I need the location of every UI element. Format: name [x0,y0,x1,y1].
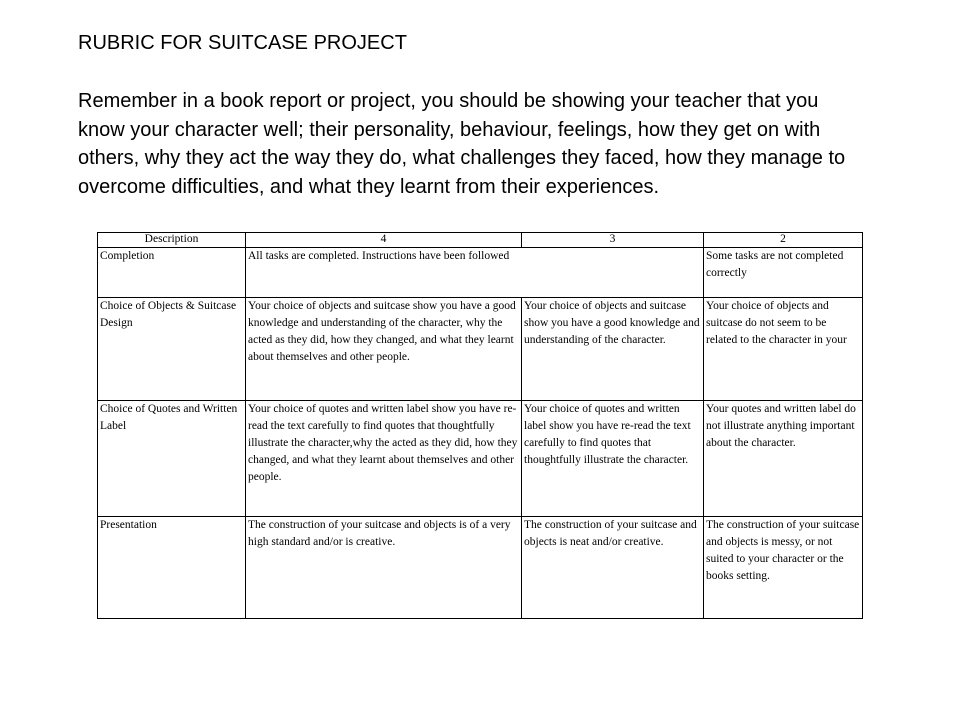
cell-level-2: The construction of your suitcase and objects is messy, or not suited to your character or the books setting. [704,517,863,619]
row-description: Presentation [98,517,246,619]
cell-level-4-3-merged: All tasks are completed. Instructions have been followed [246,248,704,298]
row-description: Choice of Objects & Suitcase Design [98,298,246,401]
header-level-3: 3 [522,233,704,248]
table-row [98,517,863,619]
rubric-table [97,232,863,619]
intro-paragraph: Remember in a book report or project, you should be showing your teacher that you know your character well; their personality, behaviour, feelings, how they get on with others, why they act the way they do, what challenges they faced, how they manage to overcome difficulties, and what they learnt from their experiences. [78,90,846,198]
table-row [98,401,863,517]
row-description: Completion [98,248,246,298]
cell-level-4: The construction of your suitcase and objects is of a very high standard and/or is creative. [246,517,522,619]
cell-level-2: Your choice of objects and suitcase do not seem to be related to the character in your [704,298,863,401]
cell-level-3: The construction of your suitcase and objects is neat and/or creative. [522,517,704,619]
table-row [98,298,863,401]
cell-level-3: Your choice of quotes and written label show you have re-read the text carefully to find quotes that thoughtfully illustrate the character. [522,401,704,517]
page-title: RUBRIC FOR SUITCASE PROJECT [78,32,407,54]
table-row [98,248,863,298]
header-level-2: 2 [704,233,863,248]
header-row [98,233,863,248]
cell-level-4: Your choice of quotes and written label show you have re-read the text carefully to find quotes that thoughtfully illustrate the character,why the acted as they did, how they changed, and what they learnt about themselves and other people. [246,401,522,517]
cell-level-3: Your choice of objects and suitcase show you have a good knowledge and understanding of the character. [522,298,704,401]
header-description: Description [98,233,246,248]
header-level-4: 4 [246,233,522,248]
cell-level-2: Some tasks are not completed correctly [704,248,863,298]
cell-level-4: Your choice of objects and suitcase show you have a good knowledge and understanding of the character, why the acted as they did, how they changed, and what they learnt about themselves and other people. [246,298,522,401]
cell-level-2: Your quotes and written label do not illustrate anything important about the character. [704,401,863,517]
row-description: Choice of Quotes and Written Label [98,401,246,517]
